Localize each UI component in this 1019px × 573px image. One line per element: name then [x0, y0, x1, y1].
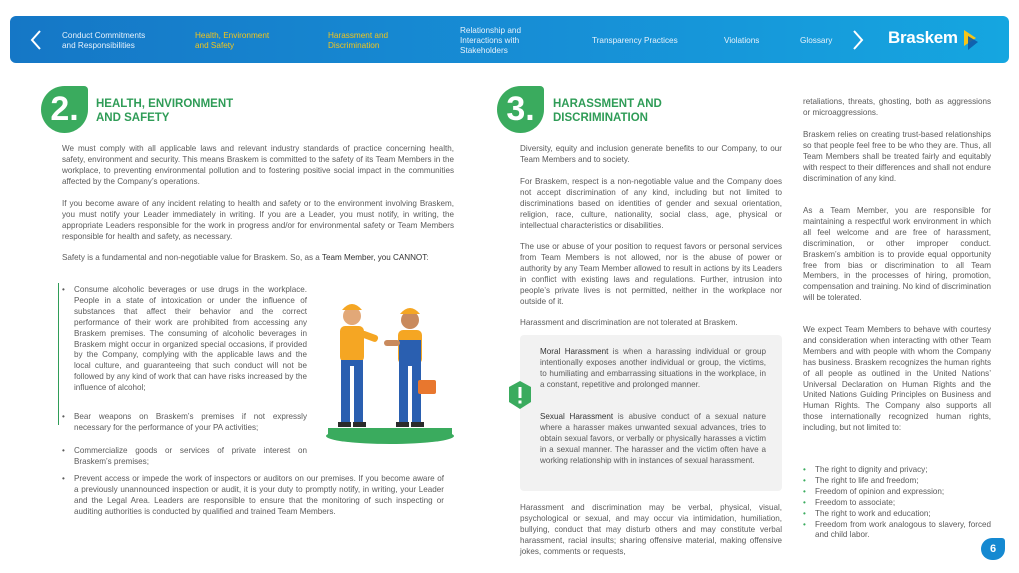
prohibited-list [62, 412, 307, 434]
human-rights-list [803, 465, 991, 541]
prohibited-list [62, 446, 307, 468]
nav-item-relationship-stakeholders[interactable]: Relationship and Interactions with Stakeholders [460, 26, 521, 55]
list-item: • Prevent access or impede the work of inspectors or auditors on our premises. If you become aware of a previously unannounced inspection or audit, it is your duty to promptly notify, in writing, your Leader and the Legal Area. Leaders are responsible to ensure that the monitoring of such inspecting or auditing authorities is conducted by qualified and trained Team Members. [62, 474, 444, 518]
sexual-harassment-definition: Sexual Harassment is abusive conduct of a sexual nature where a harasser makes unwanted sexual advances, tries to obtain sexual favors, or verbally or physically harasses a victim in a sexual manner. The harasser and the victim often have a working relationship with in instances of sexual harassment. [540, 412, 766, 465]
nav-item-transparency-practices[interactable]: Transparency Practices [592, 36, 678, 45]
col3-paragraph-4: We expect Team Members to behave with courtesy and consideration when interacting with other Team Members and with people with whom the Company has business. Braskem recognizes the human rights of all people as outlined in the United Nations’ Universal Declaration on Human Rights and the United Nations Guiding Principles on Business and Human Rights. The Company also supports all those internationally recognized human rights, including, but not limited to: [803, 325, 991, 433]
braskem-logo-mark-icon [962, 28, 980, 52]
workers-illustration [318, 290, 458, 450]
list-item: • Commercialize goods or services of private interest on Braskem’s premises; [62, 446, 307, 468]
page-number-badge: 6 [981, 538, 1005, 560]
list-item: • Freedom to associate; [803, 498, 991, 509]
exclamation-icon [508, 380, 532, 410]
harassment-paragraph-4: Harassment and discrimination are not tolerated at Braskem. [520, 318, 738, 327]
health-paragraph-1: We must comply with all applicable laws and relevant industry standards of practice concerning health, safety, environment and security. This means Braskem is committed to the safety of its Team Members in the workplace, to preventing environmental pollution and to fostering positive social impact in the communities affected by the Company’s operations. [62, 144, 454, 186]
list-item: • Freedom from work analogous to slavery, forced and child labor. [803, 520, 991, 542]
list-item: • The right to dignity and privacy; [803, 465, 991, 476]
prohibited-list [62, 285, 307, 394]
health-paragraph-2: If you become aware of any incident relating to health and safety or to the environment involving Braskem, you must notify your Leader immediately in writing. If you are a Leader, you must notify, in writing, the appropriate Leaders responsible for the work in progress and/or for environmental safety or Team Members responsible for health and safety, as necessary. [62, 199, 454, 241]
health-paragraph-3: Safety is a fundamental and non-negotiable value for Braskem. So, as a Team Member, you CANNOT: [62, 253, 429, 262]
harassment-paragraph-1: Diversity, equity and inclusion generate benefits to our Company, to our Team Members and to society. [520, 144, 782, 164]
list-item: • Bear weapons on Braskem’s premises if not expressly necessary for the performance of your PA activities; [62, 412, 307, 434]
list-item: • The right to work and education; [803, 509, 991, 520]
chevron-left-icon[interactable] [26, 26, 48, 54]
section-title: HARASSMENT AND DISCRIMINATION [553, 98, 662, 124]
col3-paragraph-2: Braskem relies on creating trust-based relationships so that people feel free to be who they are. Thus, all Team Members shall be treated fairly and equitably with respect to their differences and shall not endure discrimination of any kind. [803, 130, 991, 183]
harassment-paragraph-3: The use or abuse of your position to request favors or personal services from Team Members is not allowed, nor is the abuse of power or authority by any Team Member allowed to result in actions by its Leaders in conflict with existing laws and regulations. Further, intrusion into people’s private lives is not permitted, neither in the workplace nor outside of it. [520, 242, 782, 306]
nav-item-glossary[interactable]: Glossary [800, 36, 833, 45]
col3-paragraph-1: retaliations, threats, ghosting, both as aggressions or microaggressions. [803, 97, 991, 117]
harassment-paragraph-2: For Braskem, respect is a non-negotiable value and the Company does not accept discrimination of any kind, including but not limited to discriminations based on identities of gender and sexual orientation, religion, race, culture, nationality, social class, age, physical or intellectual characteristics or disabilities. [520, 177, 782, 230]
list-item: • Freedom of opinion and expression; [803, 487, 991, 498]
nav-item-harassment-discrimination[interactable]: Harassment and Discrimination [328, 31, 389, 50]
braskem-logo[interactable]: Braskem [888, 26, 984, 54]
bullet-accent-line [58, 283, 59, 425]
prohibited-list [62, 474, 444, 518]
nav-item-violations[interactable]: Violations [724, 36, 760, 45]
moral-harassment-definition: Moral Harassment is when a harassing individual or group intentionally exposes another individual or group, the victims, to humiliating and embarrassing situations in the workplace, in a constant, repetitive and prolonged manner. [540, 347, 766, 389]
top-navigation-bar [10, 16, 1009, 63]
section-number-badge: 2. [41, 86, 88, 133]
col3-paragraph-3: As a Team Member, you are responsible for maintaining a respectful work environment in which all feel welcome and are free of harassment, discrimination, or other improper conduct. Braskem’s ambition is to provide equal opportunity free from bias or discrimination to all Team Members, in the processes of hiring, promotion, compensation and training. No kind of discrimination will be tolerated. [803, 206, 991, 303]
harassment-paragraph-5: Harassment and discrimination may be verbal, physical, visual, psychological or sexual, and may occur via intimidation, humiliation, bullying, conduct that may disturb others and may constitute verbal harassment, racial insults; sharing offensive material, making offensive jokes, comments or requests, [520, 503, 782, 556]
section-number-badge: 3. [497, 86, 544, 133]
list-item: • Consume alcoholic beverages or use drugs in the workplace. People in a state of intoxication or under the influence of substances that affect their behavior and the correct performance of their work are prohibited from accessing any Braskem premises. The consuming of alcoholic beverages in Braskem might occur in organized special occasions, if provided by the Company, complying with the applicable laws and the local culture, and guaranteeing that such conduct will not be followed by any kind of work that can have risks increased by the influence of alcohol; [62, 285, 307, 394]
nav-item-health-environment-safety[interactable]: Health, Environment and Safety [195, 31, 270, 50]
section-title: HEALTH, ENVIRONMENT AND SAFETY [96, 98, 234, 124]
nav-item-conduct-commitments[interactable]: Conduct Commitments and Responsibilities [62, 31, 146, 50]
list-item: • The right to life and freedom; [803, 476, 991, 487]
chevron-right-icon[interactable] [846, 26, 868, 54]
